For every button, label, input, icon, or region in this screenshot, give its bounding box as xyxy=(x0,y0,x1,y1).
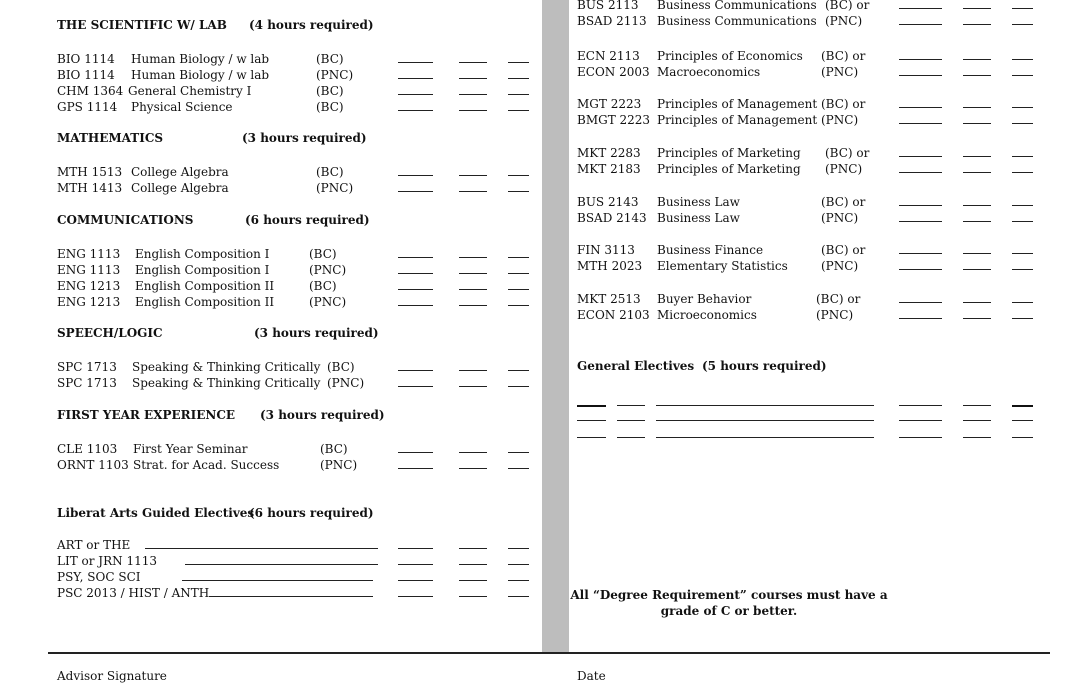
grade-blank[interactable] xyxy=(459,257,487,258)
grade-blank[interactable] xyxy=(398,257,433,258)
general-elective-blank[interactable] xyxy=(963,405,991,406)
general-elective-blank[interactable] xyxy=(963,437,991,438)
general-elective-blank[interactable] xyxy=(656,405,874,406)
course-code: MTH 1513 xyxy=(57,165,123,179)
grade-blank[interactable] xyxy=(899,302,942,303)
grade-blank[interactable] xyxy=(1012,302,1033,303)
grade-blank[interactable] xyxy=(899,75,942,76)
grade-blank[interactable] xyxy=(963,172,991,173)
course-name: Principles of Marketing xyxy=(657,146,801,160)
grade-blank[interactable] xyxy=(963,318,991,319)
section-title: COMMUNICATIONS xyxy=(57,213,194,227)
campus-code: (PNC) xyxy=(316,68,354,82)
grade-blank[interactable] xyxy=(508,94,529,95)
grade-blank[interactable] xyxy=(398,78,433,79)
date-label: Date xyxy=(577,669,606,683)
course-name: General Chemistry I xyxy=(128,84,252,98)
grade-blank[interactable] xyxy=(459,175,487,176)
course-code: MTH 1413 xyxy=(57,181,123,195)
campus-code: (BC) or xyxy=(821,243,866,257)
course-row xyxy=(577,97,1047,113)
elective-course-blank[interactable] xyxy=(145,548,378,549)
course-row xyxy=(577,65,1047,81)
section-hours-required: (3 hours required) xyxy=(260,408,385,422)
campus-code: (BC) xyxy=(316,165,344,179)
section-title: FIRST YEAR EXPERIENCE xyxy=(57,408,236,422)
course-row xyxy=(57,376,537,392)
advisor-signature-label: Advisor Signature xyxy=(57,669,167,683)
grade-blank[interactable] xyxy=(1012,253,1033,254)
grade-blank[interactable] xyxy=(508,257,529,258)
grade-blank[interactable] xyxy=(398,370,433,371)
course-name: Speaking & Thinking Critically xyxy=(132,376,321,390)
course-code: BSAD 2113 xyxy=(577,14,647,28)
course-code: ECON 2103 xyxy=(577,308,650,322)
course-row xyxy=(57,360,537,376)
grade-blank[interactable] xyxy=(508,191,529,192)
grade-blank[interactable] xyxy=(899,8,942,9)
course-code: BUS 2143 xyxy=(577,195,639,209)
course-name: English Composition II xyxy=(135,295,275,309)
section-title: MATHEMATICS xyxy=(57,131,164,145)
section-heading xyxy=(57,131,367,145)
campus-code: (PNC) xyxy=(821,65,859,79)
course-code: MKT 2513 xyxy=(577,292,641,306)
grade-blank[interactable] xyxy=(459,386,487,387)
course-code: BSAD 2143 xyxy=(577,211,647,225)
grade-blank[interactable] xyxy=(398,386,433,387)
course-name: Principles of Management xyxy=(657,113,818,127)
section-title: General Electives xyxy=(577,359,695,373)
grade-blank[interactable] xyxy=(508,110,529,111)
course-row xyxy=(577,146,1047,162)
grade-blank[interactable] xyxy=(459,289,487,290)
course-code: MTH 2023 xyxy=(577,259,643,273)
grade-blank[interactable] xyxy=(899,24,942,25)
grade-blank[interactable] xyxy=(508,305,529,306)
campus-code: (BC) xyxy=(309,247,337,261)
general-elective-blank[interactable] xyxy=(617,437,645,438)
grade-blank[interactable] xyxy=(963,107,991,108)
course-code: CLE 1103 xyxy=(57,442,118,456)
course-row xyxy=(577,49,1047,65)
grade-blank[interactable] xyxy=(963,253,991,254)
center-divider xyxy=(542,0,569,652)
grade-blank[interactable] xyxy=(398,596,433,597)
grade-blank[interactable] xyxy=(1012,24,1033,25)
course-row xyxy=(577,292,1047,308)
grade-blank[interactable] xyxy=(963,59,991,60)
campus-code: (PNC) xyxy=(327,376,365,390)
grade-blank[interactable] xyxy=(459,370,487,371)
course-code: BUS 2113 xyxy=(577,0,639,12)
course-name: Business Law xyxy=(657,211,740,225)
campus-code: (PNC) xyxy=(825,14,863,28)
grade-blank[interactable] xyxy=(508,580,529,581)
grade-blank[interactable] xyxy=(1012,107,1033,108)
campus-code: (BC) xyxy=(316,100,344,114)
campus-code: (PNC) xyxy=(309,295,347,309)
elective-label: PSC 2013 / HIST / ANTH xyxy=(57,586,210,600)
campus-code: (PNC) xyxy=(821,259,859,273)
general-elective-blank[interactable] xyxy=(899,437,942,438)
course-row xyxy=(57,100,537,116)
grade-blank[interactable] xyxy=(963,156,991,157)
course-row xyxy=(57,68,537,84)
course-code: MKT 2283 xyxy=(577,146,641,160)
grade-blank[interactable] xyxy=(899,269,942,270)
grade-blank[interactable] xyxy=(459,191,487,192)
course-row xyxy=(577,195,1047,211)
general-elective-blank[interactable] xyxy=(1012,420,1033,421)
campus-code: (BC) xyxy=(316,84,344,98)
grade-blank[interactable] xyxy=(899,59,942,60)
campus-code: (PNC) xyxy=(821,113,859,127)
course-name: Physical Science xyxy=(131,100,233,114)
course-name: Human Biology / w lab xyxy=(131,52,270,66)
grade-blank[interactable] xyxy=(1012,269,1033,270)
section-hours-required: (3 hours required) xyxy=(254,326,379,340)
elective-label: LIT or JRN 1113 xyxy=(57,554,158,568)
grade-blank[interactable] xyxy=(398,580,433,581)
section-heading xyxy=(57,18,374,32)
grade-blank[interactable] xyxy=(398,452,433,453)
general-elective-blank[interactable] xyxy=(577,437,606,438)
campus-code: (BC) xyxy=(316,52,344,66)
elective-row xyxy=(57,538,537,554)
course-row xyxy=(577,243,1047,259)
course-code: SPC 1713 xyxy=(57,360,117,374)
grade-blank[interactable] xyxy=(508,386,529,387)
grade-blank[interactable] xyxy=(963,75,991,76)
grade-blank[interactable] xyxy=(459,62,487,63)
section-title: THE SCIENTIFIC W/ LAB xyxy=(57,18,227,32)
general-elective-blank[interactable] xyxy=(656,420,874,421)
grade-blank[interactable] xyxy=(963,221,991,222)
grade-blank[interactable] xyxy=(508,289,529,290)
course-row xyxy=(577,308,1047,324)
course-row xyxy=(57,458,537,474)
elective-course-blank[interactable] xyxy=(185,564,378,565)
general-elective-blank[interactable] xyxy=(1012,437,1033,438)
section-hours-required: (4 hours required) xyxy=(249,18,374,32)
course-code: SPC 1713 xyxy=(57,376,117,390)
course-name: Principles of Economics xyxy=(657,49,803,63)
general-elective-blank[interactable] xyxy=(1012,405,1033,407)
campus-code: (BC) xyxy=(327,360,355,374)
grade-blank[interactable] xyxy=(459,273,487,274)
course-name: Business Finance xyxy=(657,243,764,257)
elective-row xyxy=(57,554,537,570)
course-name: Speaking & Thinking Critically xyxy=(132,360,321,374)
course-code: GPS 1114 xyxy=(57,100,118,114)
grade-blank[interactable] xyxy=(899,318,942,319)
course-row xyxy=(577,14,1047,30)
course-name: Microeconomics xyxy=(657,308,757,322)
campus-code: (BC) or xyxy=(816,292,861,306)
course-code: BMGT 2223 xyxy=(577,113,651,127)
campus-code: (PNC) xyxy=(825,162,863,176)
course-row xyxy=(57,295,537,311)
section-heading xyxy=(577,359,827,373)
course-name: English Composition I xyxy=(135,263,270,277)
grade-blank[interactable] xyxy=(508,596,529,597)
grade-blank[interactable] xyxy=(1012,59,1033,60)
section-heading xyxy=(57,213,370,227)
grade-blank[interactable] xyxy=(963,205,991,206)
grade-blank[interactable] xyxy=(398,289,433,290)
general-elective-blank[interactable] xyxy=(617,405,645,406)
general-elective-blank[interactable] xyxy=(899,405,942,406)
general-elective-blank[interactable] xyxy=(577,405,606,407)
grade-blank[interactable] xyxy=(398,191,433,192)
grade-blank[interactable] xyxy=(398,564,433,565)
elective-course-blank[interactable] xyxy=(209,596,373,597)
course-name: College Algebra xyxy=(131,181,229,195)
course-row xyxy=(577,162,1047,178)
grade-blank[interactable] xyxy=(1012,8,1033,9)
campus-code: (BC) or xyxy=(821,97,866,111)
campus-code: (PNC) xyxy=(320,458,358,472)
course-code: BIO 1114 xyxy=(57,52,115,66)
note-line: All “Degree Requirement” courses must have a xyxy=(570,588,888,602)
general-elective-blank[interactable] xyxy=(899,420,942,421)
course-code: ORNT 1103 xyxy=(57,458,129,472)
section-title: SPEECH/LOGIC xyxy=(57,326,163,340)
grade-blank[interactable] xyxy=(508,452,529,453)
grade-blank[interactable] xyxy=(398,305,433,306)
grade-blank[interactable] xyxy=(1012,156,1033,157)
section-hours-required: (3 hours required) xyxy=(242,131,367,145)
grade-blank[interactable] xyxy=(508,564,529,565)
grade-blank[interactable] xyxy=(1012,221,1033,222)
grade-blank[interactable] xyxy=(508,468,529,469)
course-row xyxy=(577,211,1047,227)
course-row xyxy=(57,84,537,100)
elective-label: PSY, SOC SCI xyxy=(57,570,141,584)
grade-blank[interactable] xyxy=(508,273,529,274)
grade-blank[interactable] xyxy=(459,596,487,597)
general-elective-blank[interactable] xyxy=(577,420,606,421)
grade-blank[interactable] xyxy=(899,221,942,222)
section-heading xyxy=(57,506,374,520)
grade-blank[interactable] xyxy=(459,305,487,306)
campus-code: (BC) or xyxy=(821,49,866,63)
note-line: grade of C or better. xyxy=(660,604,798,618)
grade-blank[interactable] xyxy=(398,62,433,63)
section-hours-required: (6 hours required) xyxy=(249,506,374,520)
course-code: ENG 1213 xyxy=(57,279,121,293)
grade-blank[interactable] xyxy=(508,62,529,63)
elective-row xyxy=(57,570,537,586)
course-name: Elementary Statistics xyxy=(657,259,788,273)
course-row xyxy=(577,113,1047,129)
campus-code: (BC) xyxy=(320,442,348,456)
grade-blank[interactable] xyxy=(899,123,942,124)
grade-blank[interactable] xyxy=(398,548,433,549)
campus-code: (PNC) xyxy=(309,263,347,277)
course-name: Business Communications xyxy=(657,0,817,12)
section-hours-required: (6 hours required) xyxy=(245,213,370,227)
campus-code: (BC) or xyxy=(821,195,866,209)
grade-blank[interactable] xyxy=(899,172,942,173)
grade-blank[interactable] xyxy=(963,123,991,124)
course-code: ECN 2113 xyxy=(577,49,640,63)
grade-blank[interactable] xyxy=(963,8,991,9)
grade-blank[interactable] xyxy=(899,107,942,108)
course-code: ENG 1113 xyxy=(57,247,121,261)
grade-blank[interactable] xyxy=(508,175,529,176)
elective-row xyxy=(57,586,537,602)
course-code: MGT 2223 xyxy=(577,97,642,111)
grade-blank[interactable] xyxy=(1012,172,1033,173)
course-name: English Composition II xyxy=(135,279,275,293)
course-name: Macroeconomics xyxy=(657,65,761,79)
grade-blank[interactable] xyxy=(459,452,487,453)
campus-code: (BC) or xyxy=(825,146,870,160)
course-name: Business Law xyxy=(657,195,740,209)
section-heading xyxy=(57,408,385,422)
grade-blank[interactable] xyxy=(508,78,529,79)
grade-blank[interactable] xyxy=(899,156,942,157)
course-row xyxy=(57,263,537,279)
grade-blank[interactable] xyxy=(459,580,487,581)
grade-blank[interactable] xyxy=(963,302,991,303)
course-row xyxy=(57,442,537,458)
general-elective-blank[interactable] xyxy=(656,437,874,438)
course-row xyxy=(577,0,1047,14)
course-name: Principles of Management xyxy=(657,97,818,111)
elective-course-blank[interactable] xyxy=(182,580,373,581)
grade-blank[interactable] xyxy=(459,564,487,565)
course-name: Business Communications xyxy=(657,14,817,28)
course-name: Strat. for Acad. Success xyxy=(133,458,280,472)
campus-code: (PNC) xyxy=(821,211,859,225)
course-code: ENG 1113 xyxy=(57,263,121,277)
course-row xyxy=(57,52,537,68)
course-name: Principles of Marketing xyxy=(657,162,801,176)
course-row xyxy=(57,165,537,181)
course-code: ENG 1213 xyxy=(57,295,121,309)
course-row xyxy=(57,247,537,263)
section-title: Liberat Arts Guided Electives xyxy=(57,506,255,520)
course-name: First Year Seminar xyxy=(133,442,248,456)
grade-blank[interactable] xyxy=(963,269,991,270)
grade-blank[interactable] xyxy=(1012,318,1033,319)
course-name: Human Biology / w lab xyxy=(131,68,270,82)
grade-blank[interactable] xyxy=(459,110,487,111)
grade-blank[interactable] xyxy=(398,175,433,176)
course-name: College Algebra xyxy=(131,165,229,179)
course-code: FIN 3113 xyxy=(577,243,635,257)
campus-code: (BC) xyxy=(309,279,337,293)
grade-blank[interactable] xyxy=(398,110,433,111)
course-code: MKT 2183 xyxy=(577,162,641,176)
campus-code: (PNC) xyxy=(316,181,354,195)
elective-label: ART or THE xyxy=(57,538,131,552)
footer-rule xyxy=(48,652,1050,654)
campus-code: (BC) or xyxy=(825,0,870,12)
course-code: ECON 2003 xyxy=(577,65,650,79)
grade-blank[interactable] xyxy=(899,205,942,206)
grade-blank[interactable] xyxy=(508,548,529,549)
section-hours-required: (5 hours required) xyxy=(702,359,827,373)
general-elective-blank[interactable] xyxy=(963,420,991,421)
grade-blank[interactable] xyxy=(1012,123,1033,124)
course-name: English Composition I xyxy=(135,247,270,261)
course-row xyxy=(577,259,1047,275)
grade-blank[interactable] xyxy=(963,24,991,25)
course-code: BIO 1114 xyxy=(57,68,115,82)
general-elective-blank[interactable] xyxy=(617,420,645,421)
course-code: CHM 1364 xyxy=(57,84,124,98)
grade-blank[interactable] xyxy=(459,468,487,469)
grade-blank[interactable] xyxy=(1012,75,1033,76)
grade-blank[interactable] xyxy=(398,468,433,469)
grade-blank[interactable] xyxy=(1012,205,1033,206)
section-heading xyxy=(57,326,379,340)
grade-blank[interactable] xyxy=(398,273,433,274)
grade-blank[interactable] xyxy=(508,370,529,371)
grade-blank[interactable] xyxy=(398,94,433,95)
grade-requirement-note xyxy=(569,587,889,619)
grade-blank[interactable] xyxy=(459,78,487,79)
grade-blank[interactable] xyxy=(459,548,487,549)
course-row xyxy=(57,279,537,295)
course-row xyxy=(57,181,537,197)
grade-blank[interactable] xyxy=(459,94,487,95)
course-name: Buyer Behavior xyxy=(657,292,752,306)
campus-code: (PNC) xyxy=(816,308,854,322)
grade-blank[interactable] xyxy=(899,253,942,254)
